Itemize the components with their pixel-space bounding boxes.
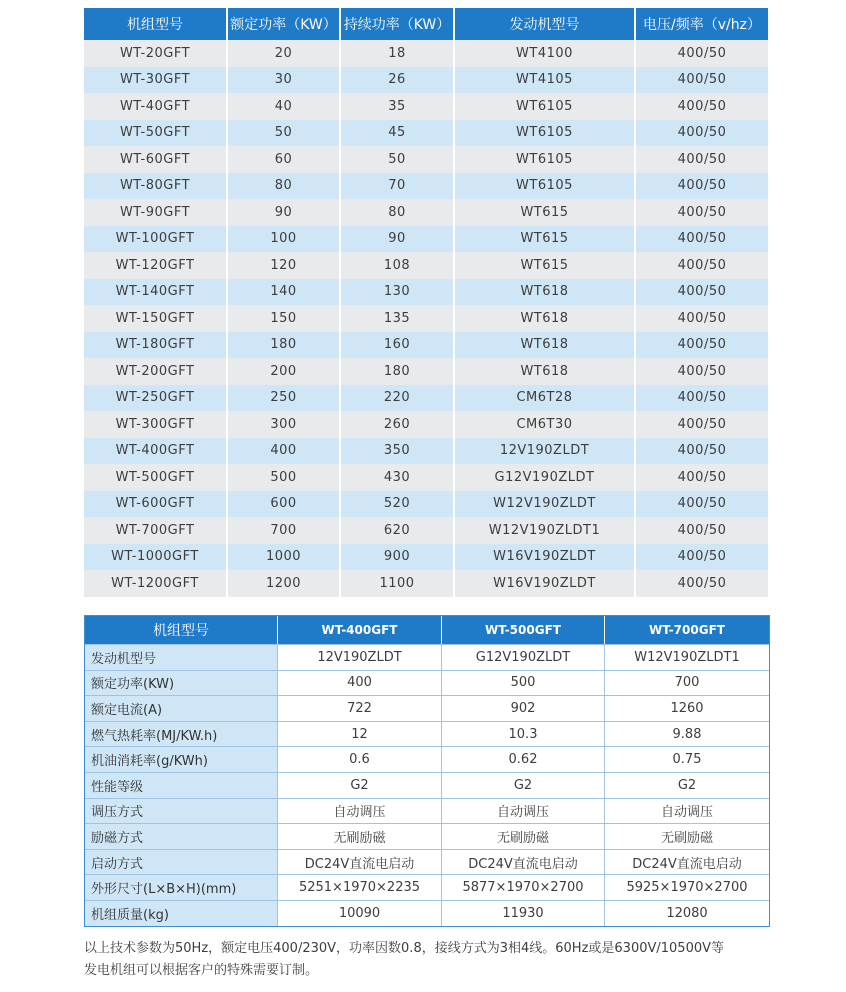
table-row <box>84 93 768 120</box>
header-continuous-power: 持续功率（KW） <box>341 8 455 40</box>
cell-model: WT-1000GFT <box>84 544 228 571</box>
cell-rated-power: 400 <box>228 438 341 465</box>
footnote-line: 发电机组可以根据客户的特殊需要订制。 <box>84 963 319 978</box>
cell-wt-500gft: 自动调压 <box>442 798 605 824</box>
table-row <box>85 798 769 824</box>
cell-voltage-frequency: 400/50 <box>636 544 768 571</box>
row-label: 额定功率(KW) <box>85 670 278 696</box>
table-row <box>85 644 769 670</box>
cell-model: WT-400GFT <box>84 438 228 465</box>
cell-continuous-power: 80 <box>341 199 455 226</box>
cell-continuous-power: 50 <box>341 146 455 173</box>
header-rated-power: 额定功率（KW） <box>228 8 341 40</box>
header-wt-400gft: WT-400GFT <box>278 616 442 644</box>
cell-engine-model: W16V190ZLDT <box>455 570 636 597</box>
cell-model: WT-80GFT <box>84 173 228 200</box>
cell-rated-power: 180 <box>228 332 341 359</box>
cell-wt-500gft: 5877×1970×2700 <box>442 874 605 900</box>
table-row <box>84 120 768 147</box>
cell-continuous-power: 26 <box>341 67 455 94</box>
cell-wt-500gft: DC24V直流电启动 <box>442 849 605 875</box>
cell-continuous-power: 130 <box>341 279 455 306</box>
cell-voltage-frequency: 400/50 <box>636 491 768 518</box>
cell-wt-400gft: 10090 <box>278 900 442 926</box>
table-row <box>84 358 768 385</box>
row-label: 发动机型号 <box>85 644 278 670</box>
row-label: 励磁方式 <box>85 823 278 849</box>
header-wt-500gft: WT-500GFT <box>442 616 605 644</box>
cell-wt-700gft: 12080 <box>605 900 769 926</box>
cell-rated-power: 140 <box>228 279 341 306</box>
cell-rated-power: 30 <box>228 67 341 94</box>
cell-wt-700gft: 1260 <box>605 695 769 721</box>
cell-rated-power: 40 <box>228 93 341 120</box>
cell-engine-model: W12V190ZLDT <box>455 491 636 518</box>
cell-model: WT-700GFT <box>84 517 228 544</box>
table-row <box>85 874 769 900</box>
cell-continuous-power: 160 <box>341 332 455 359</box>
cell-engine-model: WT615 <box>455 226 636 253</box>
cell-engine-model: WT618 <box>455 305 636 332</box>
cell-voltage-frequency: 400/50 <box>636 332 768 359</box>
cell-wt-500gft: G2 <box>442 772 605 798</box>
cell-voltage-frequency: 400/50 <box>636 40 768 67</box>
cell-rated-power: 600 <box>228 491 341 518</box>
table-header-row <box>84 8 768 40</box>
cell-continuous-power: 900 <box>341 544 455 571</box>
cell-voltage-frequency: 400/50 <box>636 199 768 226</box>
cell-model: WT-300GFT <box>84 411 228 438</box>
cell-rated-power: 20 <box>228 40 341 67</box>
cell-continuous-power: 45 <box>341 120 455 147</box>
cell-engine-model: WT6105 <box>455 120 636 147</box>
cell-engine-model: 12V190ZLDT <box>455 438 636 465</box>
table-row <box>84 199 768 226</box>
cell-voltage-frequency: 400/50 <box>636 517 768 544</box>
cell-wt-500gft: 10.3 <box>442 721 605 747</box>
cell-rated-power: 300 <box>228 411 341 438</box>
cell-wt-400gft: 12V190ZLDT <box>278 644 442 670</box>
table-row <box>85 823 769 849</box>
cell-rated-power: 80 <box>228 173 341 200</box>
cell-engine-model: WT4105 <box>455 67 636 94</box>
cell-rated-power: 500 <box>228 464 341 491</box>
cell-continuous-power: 18 <box>341 40 455 67</box>
cell-continuous-power: 260 <box>341 411 455 438</box>
cell-engine-model: WT615 <box>455 252 636 279</box>
cell-model: WT-250GFT <box>84 385 228 412</box>
generator-spec-table <box>84 8 768 597</box>
row-label: 性能等级 <box>85 772 278 798</box>
cell-voltage-frequency: 400/50 <box>636 120 768 147</box>
cell-wt-700gft: 无刷励磁 <box>605 823 769 849</box>
cell-wt-500gft: 500 <box>442 670 605 696</box>
cell-continuous-power: 35 <box>341 93 455 120</box>
cell-voltage-frequency: 400/50 <box>636 305 768 332</box>
cell-continuous-power: 70 <box>341 173 455 200</box>
footnote-line: 以上技术参数为50Hz，额定电压400/230V，功率因数0.8，接线方式为3相4线。60Hz或是6300V/10500V等 <box>84 941 725 956</box>
cell-wt-400gft: DC24V直流电启动 <box>278 849 442 875</box>
cell-wt-400gft: 无刷励磁 <box>278 823 442 849</box>
table-row <box>85 746 769 772</box>
cell-wt-700gft: DC24V直流电启动 <box>605 849 769 875</box>
cell-engine-model: CM6T28 <box>455 385 636 412</box>
cell-model: WT-180GFT <box>84 332 228 359</box>
cell-wt-500gft: 11930 <box>442 900 605 926</box>
cell-wt-700gft: 自动调压 <box>605 798 769 824</box>
table-row <box>84 438 768 465</box>
cell-rated-power: 700 <box>228 517 341 544</box>
cell-rated-power: 100 <box>228 226 341 253</box>
row-label: 调压方式 <box>85 798 278 824</box>
table-row <box>84 305 768 332</box>
cell-rated-power: 250 <box>228 385 341 412</box>
cell-engine-model: WT6105 <box>455 173 636 200</box>
cell-continuous-power: 135 <box>341 305 455 332</box>
table-row <box>85 849 769 875</box>
cell-wt-400gft: 0.6 <box>278 746 442 772</box>
cell-continuous-power: 350 <box>341 438 455 465</box>
cell-model: WT-600GFT <box>84 491 228 518</box>
cell-engine-model: WT4100 <box>455 40 636 67</box>
cell-model: WT-30GFT <box>84 67 228 94</box>
cell-continuous-power: 1100 <box>341 570 455 597</box>
cell-continuous-power: 90 <box>341 226 455 253</box>
cell-voltage-frequency: 400/50 <box>636 279 768 306</box>
table-row <box>84 332 768 359</box>
cell-rated-power: 1000 <box>228 544 341 571</box>
cell-model: WT-1200GFT <box>84 570 228 597</box>
cell-model: WT-500GFT <box>84 464 228 491</box>
cell-model: WT-200GFT <box>84 358 228 385</box>
table-row <box>84 464 768 491</box>
cell-model: WT-40GFT <box>84 93 228 120</box>
cell-wt-500gft: G12V190ZLDT <box>442 644 605 670</box>
table-row <box>85 695 769 721</box>
cell-voltage-frequency: 400/50 <box>636 226 768 253</box>
cell-model: WT-50GFT <box>84 120 228 147</box>
cell-wt-700gft: W12V190ZLDT1 <box>605 644 769 670</box>
cell-model: WT-90GFT <box>84 199 228 226</box>
cell-voltage-frequency: 400/50 <box>636 252 768 279</box>
header-model: 机组型号 <box>84 8 228 40</box>
table-row <box>84 544 768 571</box>
table-row <box>85 670 769 696</box>
table-row <box>84 411 768 438</box>
table-row <box>84 570 768 597</box>
table-row <box>84 67 768 94</box>
cell-engine-model: WT6105 <box>455 93 636 120</box>
table-row <box>84 226 768 253</box>
cell-wt-500gft: 无刷励磁 <box>442 823 605 849</box>
cell-voltage-frequency: 400/50 <box>636 146 768 173</box>
row-label: 机油消耗率(g/KWh) <box>85 746 278 772</box>
table-row <box>85 721 769 747</box>
spec-table <box>84 8 768 597</box>
cell-voltage-frequency: 400/50 <box>636 173 768 200</box>
row-label: 额定电流(A) <box>85 695 278 721</box>
row-label: 燃气热耗率(MJ/KW.h) <box>85 721 278 747</box>
cell-voltage-frequency: 400/50 <box>636 438 768 465</box>
cell-continuous-power: 180 <box>341 358 455 385</box>
cell-model: WT-20GFT <box>84 40 228 67</box>
cell-continuous-power: 520 <box>341 491 455 518</box>
cell-model: WT-60GFT <box>84 146 228 173</box>
cell-continuous-power: 108 <box>341 252 455 279</box>
table-row <box>84 252 768 279</box>
cell-model: WT-100GFT <box>84 226 228 253</box>
cell-engine-model: WT618 <box>455 332 636 359</box>
table-header-row <box>85 616 769 644</box>
cell-wt-400gft: 722 <box>278 695 442 721</box>
cell-engine-model: W16V190ZLDT <box>455 544 636 571</box>
table-row <box>84 40 768 67</box>
cell-continuous-power: 620 <box>341 517 455 544</box>
cell-engine-model: WT618 <box>455 358 636 385</box>
row-label: 启动方式 <box>85 849 278 875</box>
cell-engine-model: W12V190ZLDT1 <box>455 517 636 544</box>
cell-rated-power: 60 <box>228 146 341 173</box>
table-row <box>84 517 768 544</box>
cell-wt-400gft: 12 <box>278 721 442 747</box>
cell-voltage-frequency: 400/50 <box>636 385 768 412</box>
cell-engine-model: WT6105 <box>455 146 636 173</box>
table-row <box>84 491 768 518</box>
header-engine-model: 发动机型号 <box>455 8 636 40</box>
row-label: 机组质量(kg) <box>85 900 278 926</box>
header-voltage-frequency: 电压/频率（v/hz） <box>636 8 768 40</box>
cell-model: WT-120GFT <box>84 252 228 279</box>
cell-engine-model: G12V190ZLDT <box>455 464 636 491</box>
cell-engine-model: WT615 <box>455 199 636 226</box>
cell-wt-400gft: 400 <box>278 670 442 696</box>
table-row <box>84 146 768 173</box>
table-row <box>84 173 768 200</box>
table-row <box>84 279 768 306</box>
cell-wt-400gft: 自动调压 <box>278 798 442 824</box>
table-row <box>84 385 768 412</box>
cell-wt-700gft: 9.88 <box>605 721 769 747</box>
cell-continuous-power: 220 <box>341 385 455 412</box>
cell-wt-700gft: 700 <box>605 670 769 696</box>
cell-wt-700gft: G2 <box>605 772 769 798</box>
cell-wt-700gft: 5925×1970×2700 <box>605 874 769 900</box>
cell-rated-power: 90 <box>228 199 341 226</box>
cell-rated-power: 120 <box>228 252 341 279</box>
cell-voltage-frequency: 400/50 <box>636 570 768 597</box>
cell-continuous-power: 430 <box>341 464 455 491</box>
cell-rated-power: 1200 <box>228 570 341 597</box>
cell-wt-400gft: 5251×1970×2235 <box>278 874 442 900</box>
table-row <box>85 900 769 926</box>
cell-voltage-frequency: 400/50 <box>636 67 768 94</box>
cell-voltage-frequency: 400/50 <box>636 358 768 385</box>
cell-rated-power: 150 <box>228 305 341 332</box>
cell-rated-power: 200 <box>228 358 341 385</box>
cell-wt-700gft: 0.75 <box>605 746 769 772</box>
table-row <box>85 772 769 798</box>
cell-voltage-frequency: 400/50 <box>636 411 768 438</box>
header-wt-700gft: WT-700GFT <box>605 616 769 644</box>
cell-engine-model: CM6T30 <box>455 411 636 438</box>
footnote <box>84 938 768 982</box>
cell-engine-model: WT618 <box>455 279 636 306</box>
detail-table <box>84 615 770 927</box>
cell-wt-500gft: 0.62 <box>442 746 605 772</box>
cell-wt-400gft: G2 <box>278 772 442 798</box>
gas-generator-detail-table <box>84 615 768 927</box>
cell-wt-500gft: 902 <box>442 695 605 721</box>
cell-model: WT-150GFT <box>84 305 228 332</box>
cell-rated-power: 50 <box>228 120 341 147</box>
row-label: 外形尺寸(L×B×H)(mm) <box>85 874 278 900</box>
header-model: 机组型号 <box>85 616 278 644</box>
cell-voltage-frequency: 400/50 <box>636 93 768 120</box>
cell-model: WT-140GFT <box>84 279 228 306</box>
cell-voltage-frequency: 400/50 <box>636 464 768 491</box>
